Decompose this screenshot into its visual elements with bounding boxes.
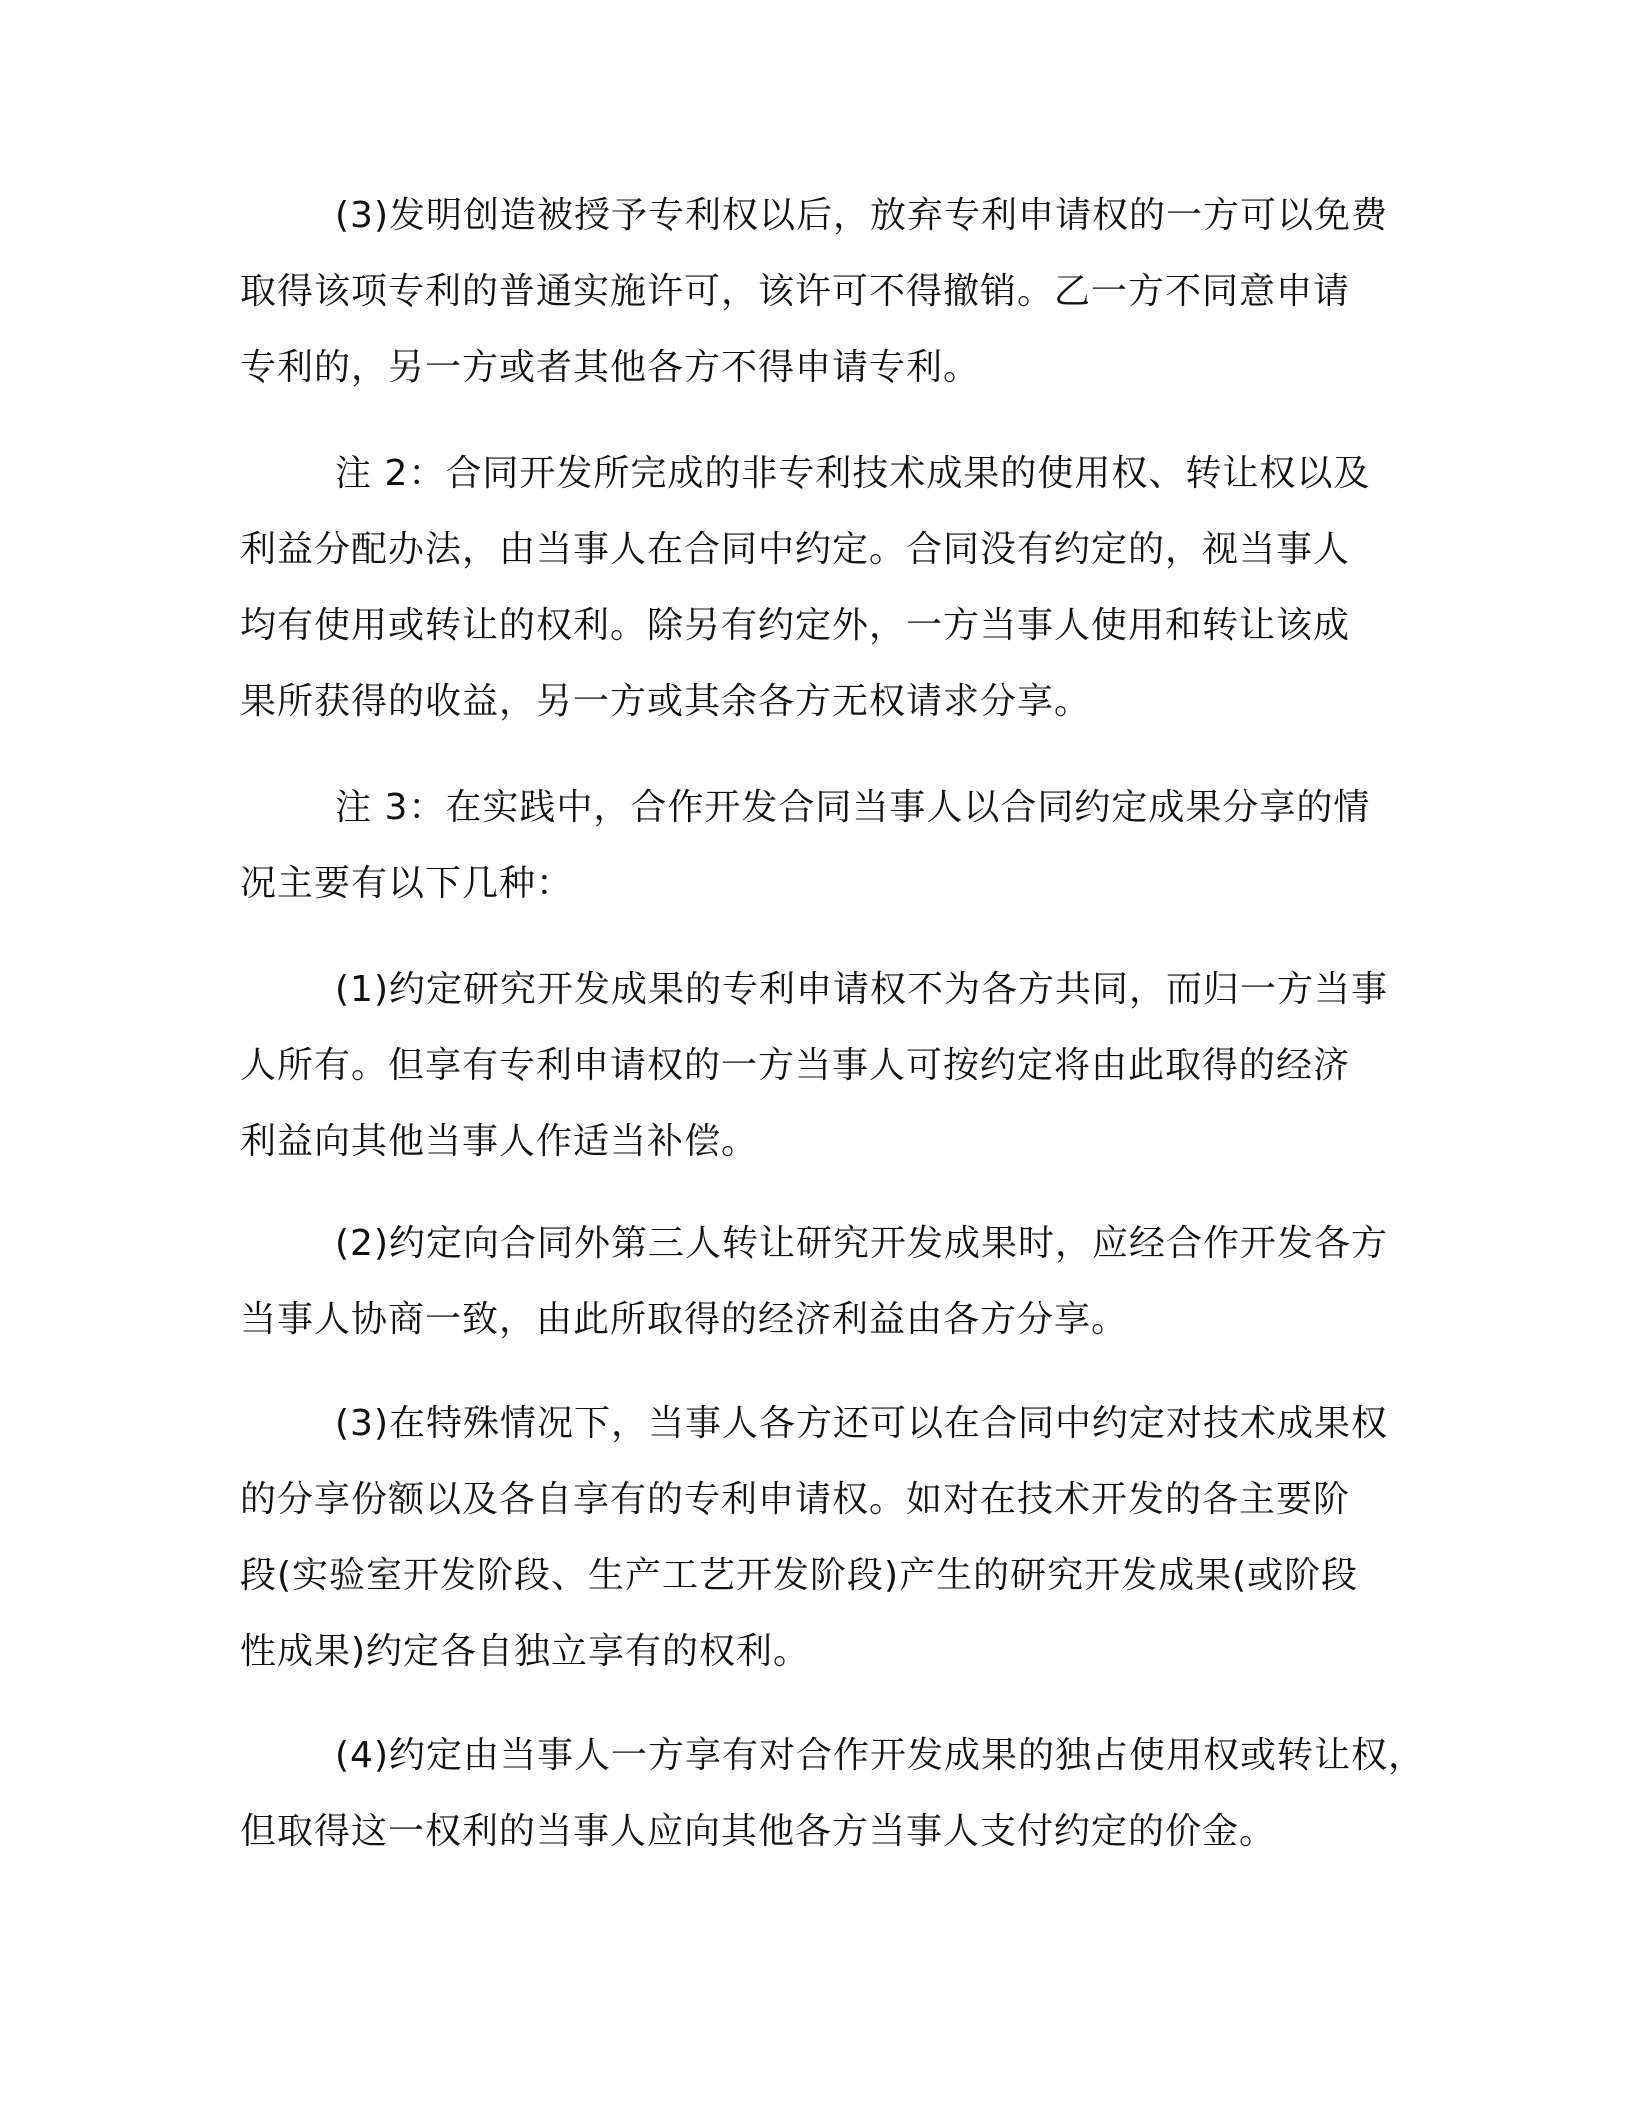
paragraph-note-2 [240, 436, 1390, 740]
text-line: 但取得这一权利的当事人应向其他各方当事人支付约定的价金。 [240, 1811, 1277, 1852]
paragraph-item-1 [240, 952, 1390, 1180]
paragraph-item-4 [240, 1718, 1425, 1870]
text-line: 均有使用或转让的权利。除另有约定外，一方当事人使用和转让该成 [240, 605, 1351, 646]
text-line: (4)约定由当事人一方享有对合作开发成果的独占使用权或转让权， [335, 1735, 1425, 1776]
text-line: 性成果)约定各自独立享有的权利。 [240, 1631, 811, 1672]
text-line: 当事人协商一致，由此所取得的经济利益由各方分享。 [240, 1299, 1129, 1340]
text-line: 段(实验室开发阶段、生产工艺开发阶段)产生的研究开发成果(或阶段 [240, 1555, 1359, 1596]
text-line: 利益分配办法，由当事人在合同中约定。合同没有约定的，视当事人 [240, 529, 1351, 570]
text-line: 况主要有以下几种： [240, 863, 574, 904]
paragraph-item-2 [240, 1206, 1390, 1358]
text-line: 注 2：合同开发所完成的非专利技术成果的使用权、转让权以及 [335, 453, 1371, 494]
paragraph-note-3 [240, 770, 1390, 922]
text-line: 取得该项专利的普通实施许可，该许可不得撤销。乙一方不同意申请 [240, 271, 1351, 312]
text-line: 人所有。但享有专利申请权的一方当事人可按约定将由此取得的经济 [240, 1045, 1351, 1086]
text-line: (2)约定向合同外第三人转让研究开发成果时，应经合作开发各方 [335, 1223, 1388, 1264]
text-line: (3)在特殊情况下，当事人各方还可以在合同中约定对技术成果权 [335, 1403, 1388, 1444]
text-line: 专利的，另一方或者其他各方不得申请专利。 [240, 347, 981, 388]
text-line: (1)约定研究开发成果的专利申请权不为各方共同，而归一方当事 [335, 969, 1388, 1010]
text-line: 注 3：在实践中，合作开发合同当事人以合同约定成果分享的情 [335, 787, 1371, 828]
text-line: 果所获得的收益，另一方或其余各方无权请求分享。 [240, 681, 1092, 722]
text-line: (3)发明创造被授予专利权以后，放弃专利申请权的一方可以免费 [335, 195, 1388, 236]
text-line: 的分享份额以及各自享有的专利申请权。如对在技术开发的各主要阶 [240, 1479, 1351, 1520]
paragraph-patent-waiver [240, 178, 1390, 406]
paragraph-item-3 [240, 1386, 1390, 1690]
text-line: 利益向其他当事人作适当补偿。 [240, 1121, 759, 1162]
